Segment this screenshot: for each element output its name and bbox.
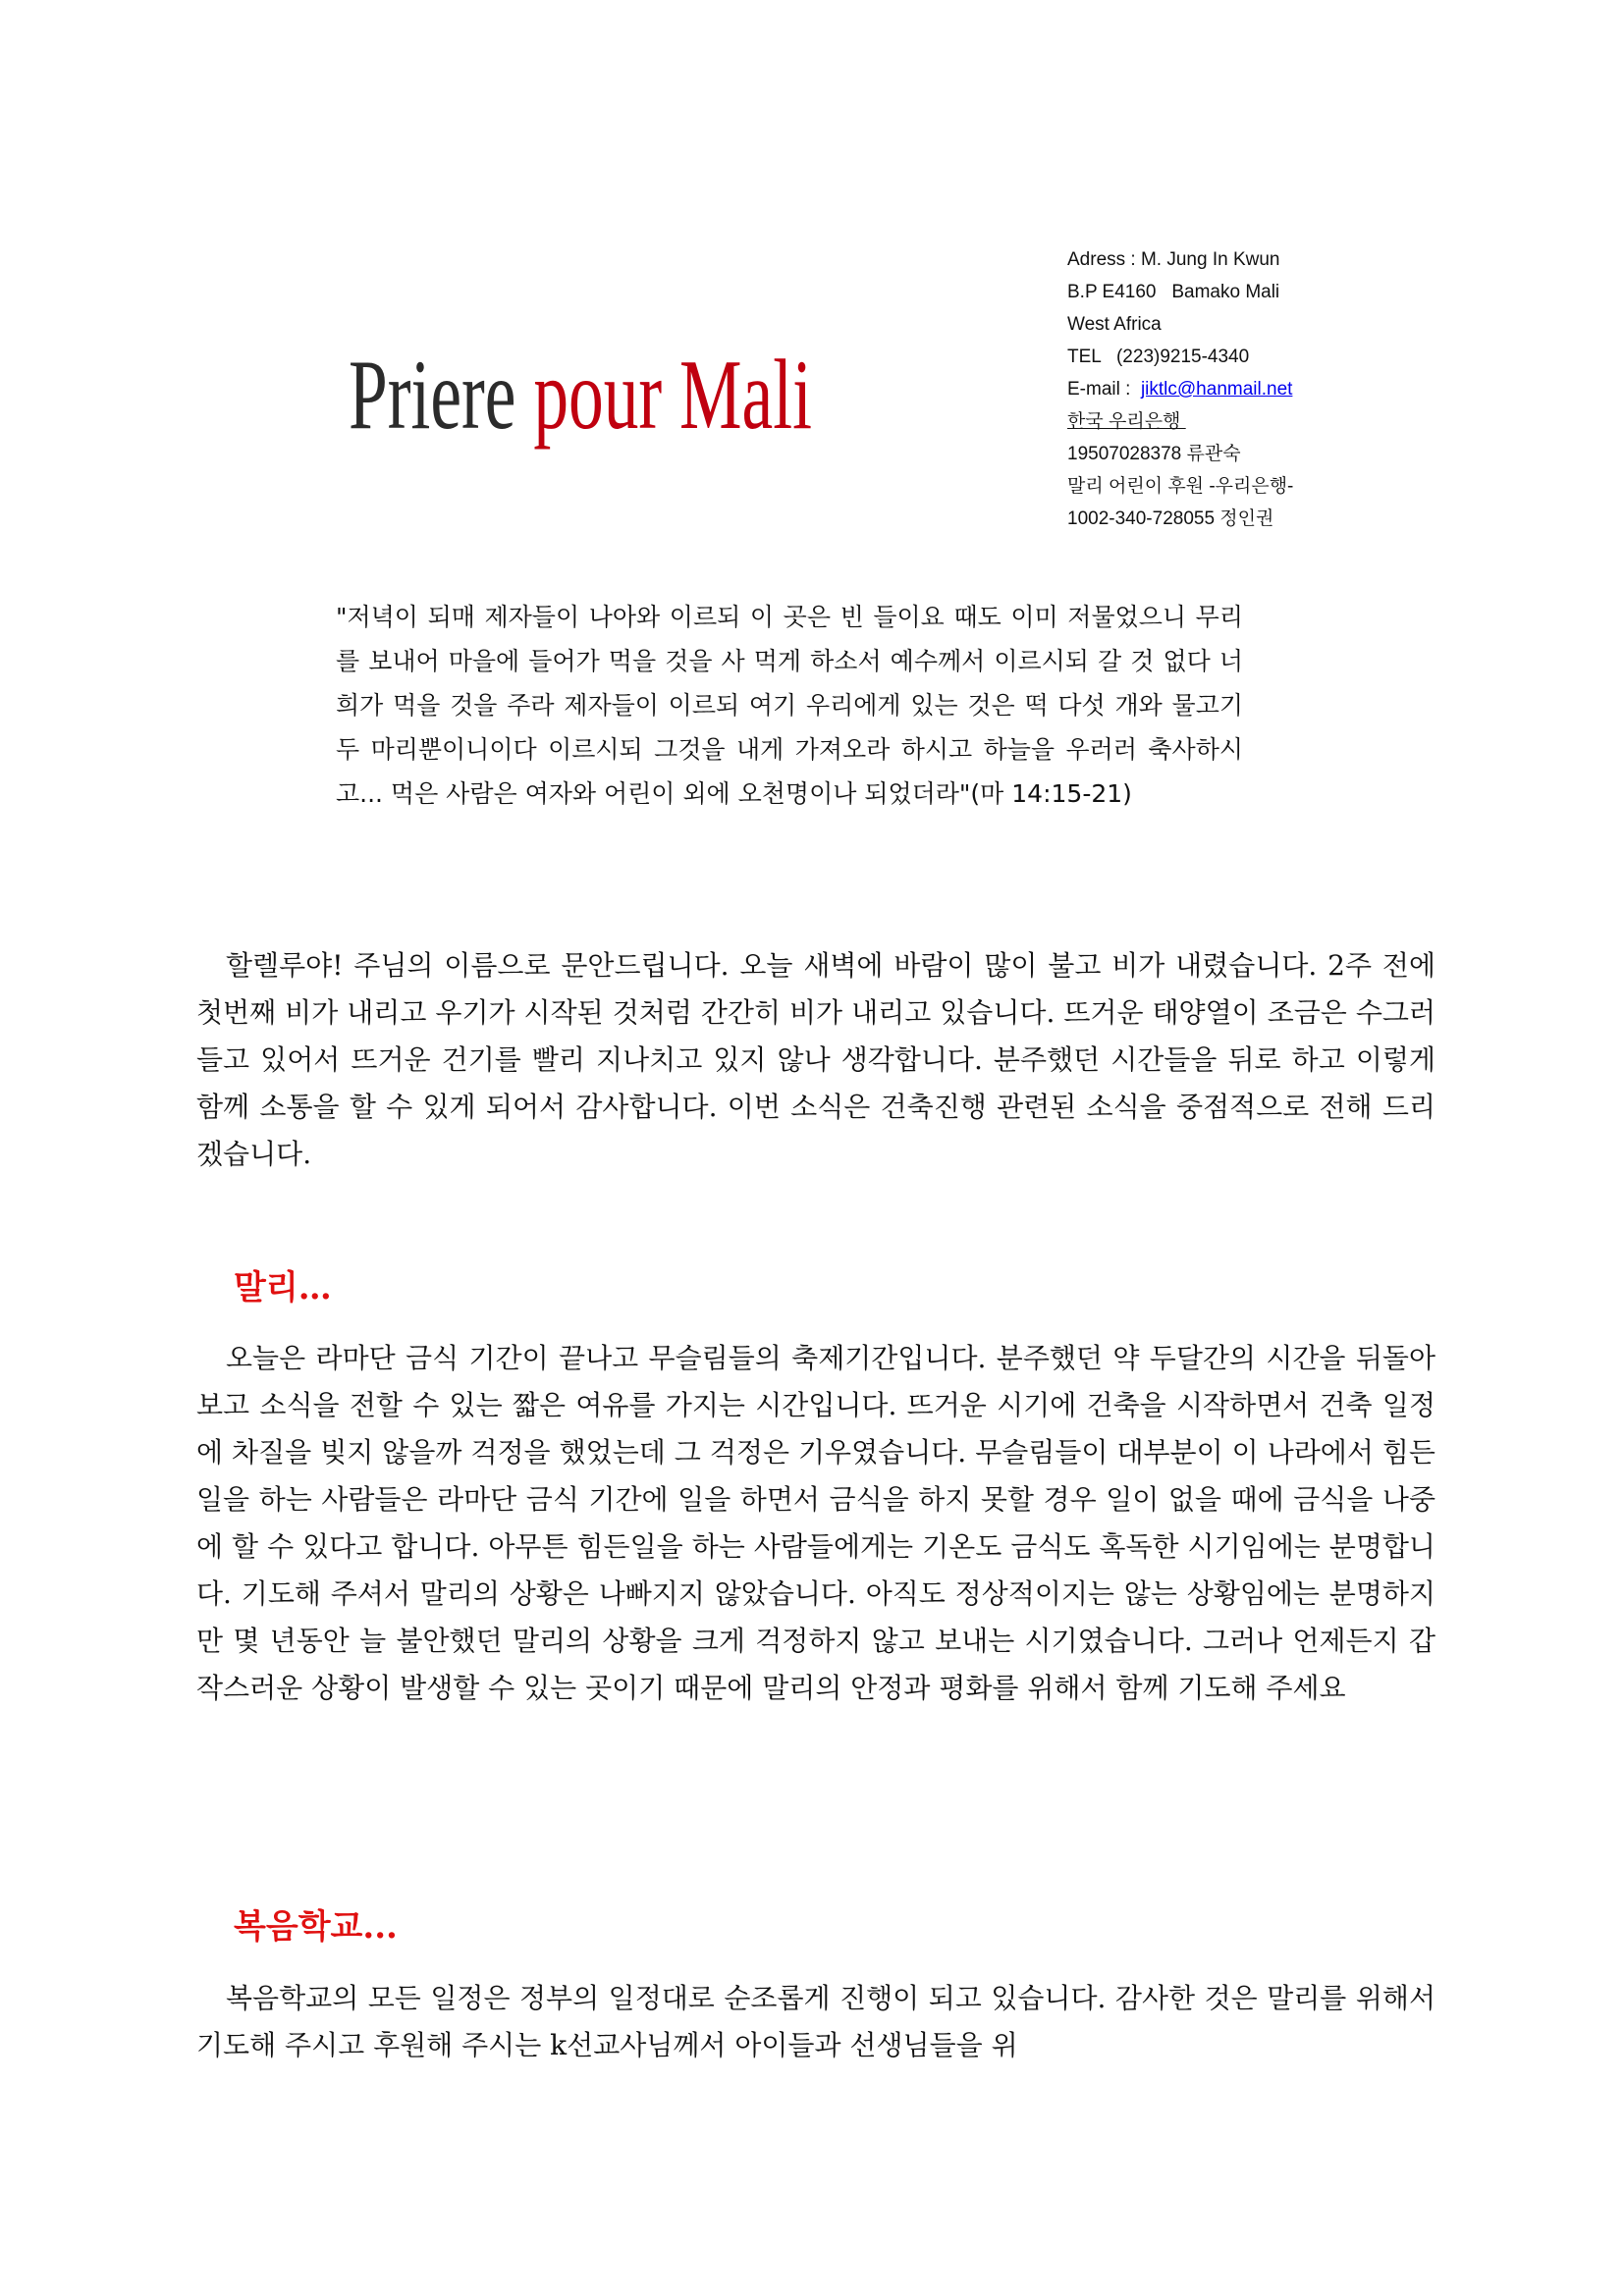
contact-bank1: 한국 우리은행 (1067, 411, 1186, 432)
contact-tel: TEL (223)9215-4340 (1067, 347, 1250, 367)
contact-region: West Africa (1067, 314, 1162, 335)
contact-account1: 19507028378 류관숙 (1067, 444, 1241, 464)
title-word-priere: Priere (349, 340, 516, 451)
contact-email-label: E-mail : (1067, 379, 1141, 400)
intro-paragraph: 할렐루야! 주님의 이름으로 문안드립니다. 오늘 새벽에 바람이 많이 불고 비가 내렸습니다. 2주 전에 첫번째 비가 내리고 우기가 시작된 것처럼 간간히 비가 내리고 있습니다. 뜨거운 태양열이 조금은 수그러들고 있어서 뜨거운 건기를 빨리 지나치고 있지 않나 생각합니다. 분주했던 시간들을 뒤로 하고 이렇게 함께 소통을 할 수 있게 되어서 감사합니다. 이번 소식은 건축진행 관련된 소식을 중점적으로 전해 드리겠습니다. (196, 949, 1435, 1170)
contact-address: Adress : M. Jung In Kwun (1067, 249, 1280, 270)
scripture-quote: "저녁이 되매 제자들이 나아와 이르되 이 곳은 빈 들이요 때도 이미 저물었으니 무리를 보내어 마을에 들어가 먹을 것을 사 먹게 하소서 예수께서 이르시되 갈 것 없다 너희가 먹을 것을 주라 제자들이 이르되 여기 우리에게 있는 것은 떡 다섯 개와 물고기 두 마리뿐이니이다 이르시되 그것을 내게 가져오라 하시고 하늘을 우러러 축사하시고... 먹은 사람은 여자와 어린이 외에 오천명이나 되었더라"(마 14:15-21) (336, 603, 1243, 808)
contact-account2: 1002-340-728055 정인권 (1067, 508, 1274, 529)
contact-po-box: B.P E4160 Bamako Mali (1067, 282, 1280, 302)
contact-email-line (1067, 373, 1293, 405)
title-word-pour-mali: pour Mali (533, 340, 812, 451)
section-heading-mali: 말리… (234, 1268, 332, 1308)
section-heading-gospel-school: 복음학교... (234, 1907, 398, 1947)
section-paragraph-mali: 오늘은 라마단 금식 기간이 끝나고 무슬림들의 축제기간입니다. 분주했던 약 두달간의 시간을 뒤돌아 보고 소식을 전할 수 있는 짧은 여유를 가지는 시간입니다. 뜨거운 시기에 건축을 시작하면서 건축 일정에 차질을 빚지 않을까 걱정을 했었는데 그 걱정은 기우였습니다. 무슬림들이 대부분이 이 나라에서 힘든 일을 하는 사람들은 라마단 금식 기간에 일을 하면서 금식을 하지 못할 경우 일이 없을 때에 금식을 나중에 할 수 있다고 합니다. 아무튼 힘든일을 하는 사람들에게는 기온도 금식도 혹독한 시기임에는 분명합니다. 기도해 주셔서 말리의 상황은 나빠지지 않았습니다. 아직도 정상적이지는 않는 상황임에는 분명하지만 몇 년동안 늘 불안했던 말리의 상황을 크게 걱정하지 않고 보내는 시기였습니다. 그러나 언제든지 갑작스러운 상황이 발생할 수 있는 곳이기 때문에 말리의 안정과 평화를 위해서 함께 기도해 주세요 (196, 1342, 1435, 1704)
page-title (349, 340, 812, 451)
section-paragraph-gospel-school: 복음학교의 모든 일정은 정부의 일정대로 순조롭게 진행이 되고 있습니다. 감사한 것은 말리를 위해서 기도해 주시고 후원해 주시는 k선교사님께서 아이들과 선생님들을 위 (196, 1982, 1435, 2061)
contact-bank2: 말리 어린이 후원 -우리은행- (1067, 476, 1294, 497)
contact-email-link[interactable]: jiktlc@hanmail.net (1140, 379, 1293, 400)
contact-block (1067, 243, 1293, 535)
